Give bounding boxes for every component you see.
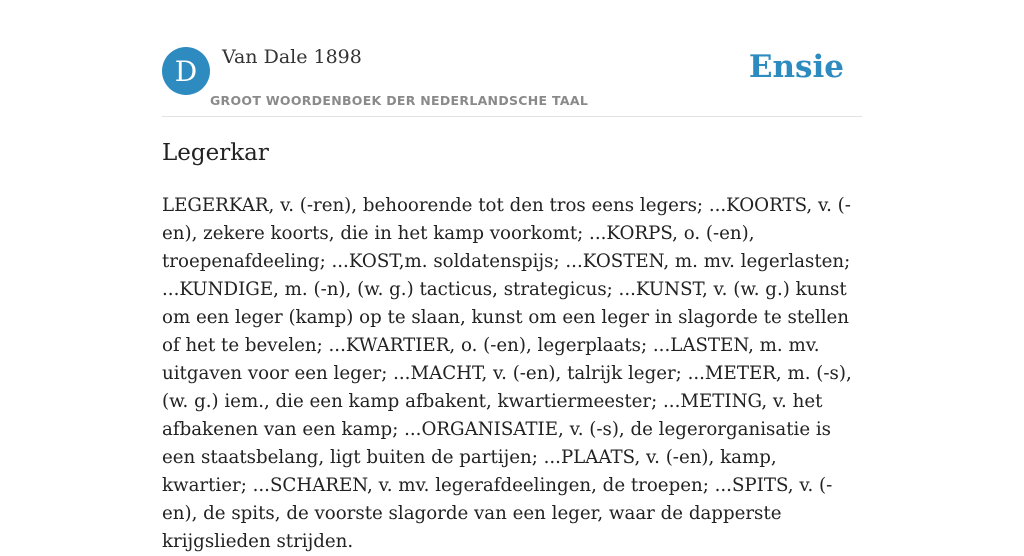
source-avatar[interactable]: D xyxy=(162,47,210,95)
entry-title: Legerkar xyxy=(162,140,269,166)
source-subtitle: GROOT WOORDENBOEK DER NEDERLANDSCHE TAAL xyxy=(210,93,589,108)
source-header xyxy=(162,46,862,117)
entry-body: LEGERKAR, v. (-ren), behoorende tot den tros eens legers; ...KOORTS, v. (-en), zekere koorts, die in het kamp voorkomt; ...KORPS, o. (-en), troepenafdeeling; ...KOST,m. soldatenspijs; ...KOSTEN, m. mv. legerlasten; ...KUNDIGE, m. (-n), (w. g.) tacticus, strategicus; ...KUNST, v. (w. g.) kunst om een leger (kamp) op te slaan, kunst om een leger in slagorde te stellen of het te bevelen; ...KWARTIER, o. (-en), legerplaats; ...LASTEN, m. mv. uitgaven voor een leger; ...MACHT, v. (-en), talrijk leger; ...METER, m. (-s), (w. g.) iem., die een kamp afbakent, kwartiermeester; ...METING, v. het afbakenen van een kamp; ...ORGANISATIE, v. (-s), de legerorganisatie is een staatsbelang, ligt buiten de partijen; ...PLAATS, v. (-en), kamp, kwartier; ...SCHAREN, v. mv. legerafdeelingen, de troepen; ...SPITS, v. (-en), de spits, de voorste slagorde van een leger, waar de dapperste krijgslieden strijden. xyxy=(162,195,852,552)
source-title[interactable]: Van Dale 1898 xyxy=(222,46,362,68)
brand-logo[interactable]: Ensie xyxy=(748,49,844,85)
